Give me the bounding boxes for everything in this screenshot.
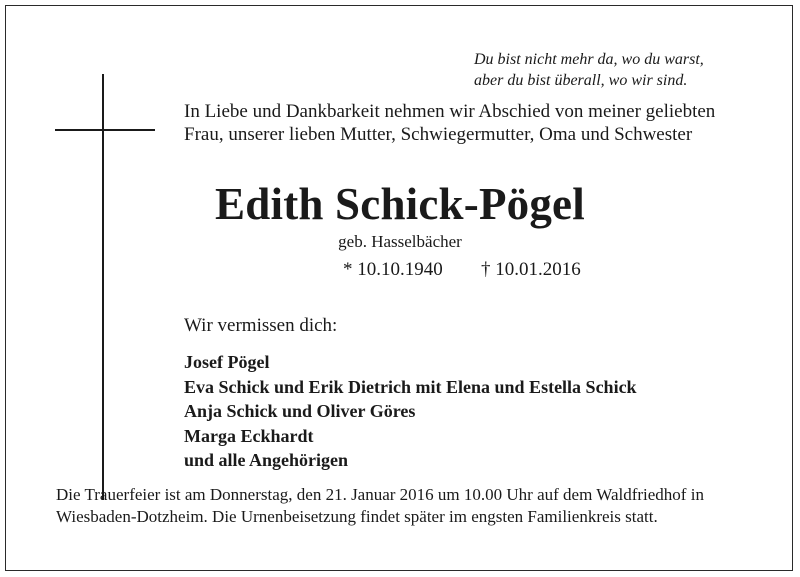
intro-line-1: In Liebe und Dankbarkeit nehmen wir Abschied von meiner geliebten [184, 101, 716, 122]
mourner-item: Josef Pögel [184, 352, 270, 372]
intro-line-2: Frau, unserer lieben Mutter, Schwiegermutter, Oma und Schwester [184, 124, 693, 145]
birth-date: * 10.10.1940 [343, 259, 443, 280]
mourner-item: Anja Schick und Oliver Göres [184, 401, 416, 421]
death-date: † 10.01.2016 [481, 259, 581, 280]
intro-text [184, 100, 715, 146]
mourner-item: Eva Schick und Erik Dietrich mit Elena und Estella Schick [184, 376, 637, 397]
mourner-item: und alle Angehörigen [184, 450, 349, 470]
birth-name: geb. Hasselbächer [338, 232, 462, 251]
funeral-service-info [56, 484, 704, 528]
mourner-item: Marga Eckhardt [184, 425, 314, 446]
cross-vertical-bar [102, 74, 104, 500]
service-line-1: Die Trauerfeier ist am Donnerstag, den 21. Januar 2016 um 10.00 Uhr auf dem Waldfriedhof in [56, 485, 704, 504]
deceased-name: Edith Schick-Pögel [215, 179, 585, 229]
memorial-quote-line-2: aber du bist überall, wo wir sind. [474, 72, 688, 89]
missed-heading: Wir vermissen dich: [184, 315, 338, 336]
life-dates [343, 259, 581, 281]
memorial-quote [474, 49, 704, 91]
cross-horizontal-bar [55, 129, 155, 131]
mourners-list [184, 350, 637, 473]
memorial-quote-line-1: Du bist nicht mehr da, wo du warst, [474, 51, 704, 68]
service-line-2: Wiesbaden-Dotzheim. Die Urnenbeisetzung findet später im engsten Familienkreis statt. [56, 507, 658, 526]
